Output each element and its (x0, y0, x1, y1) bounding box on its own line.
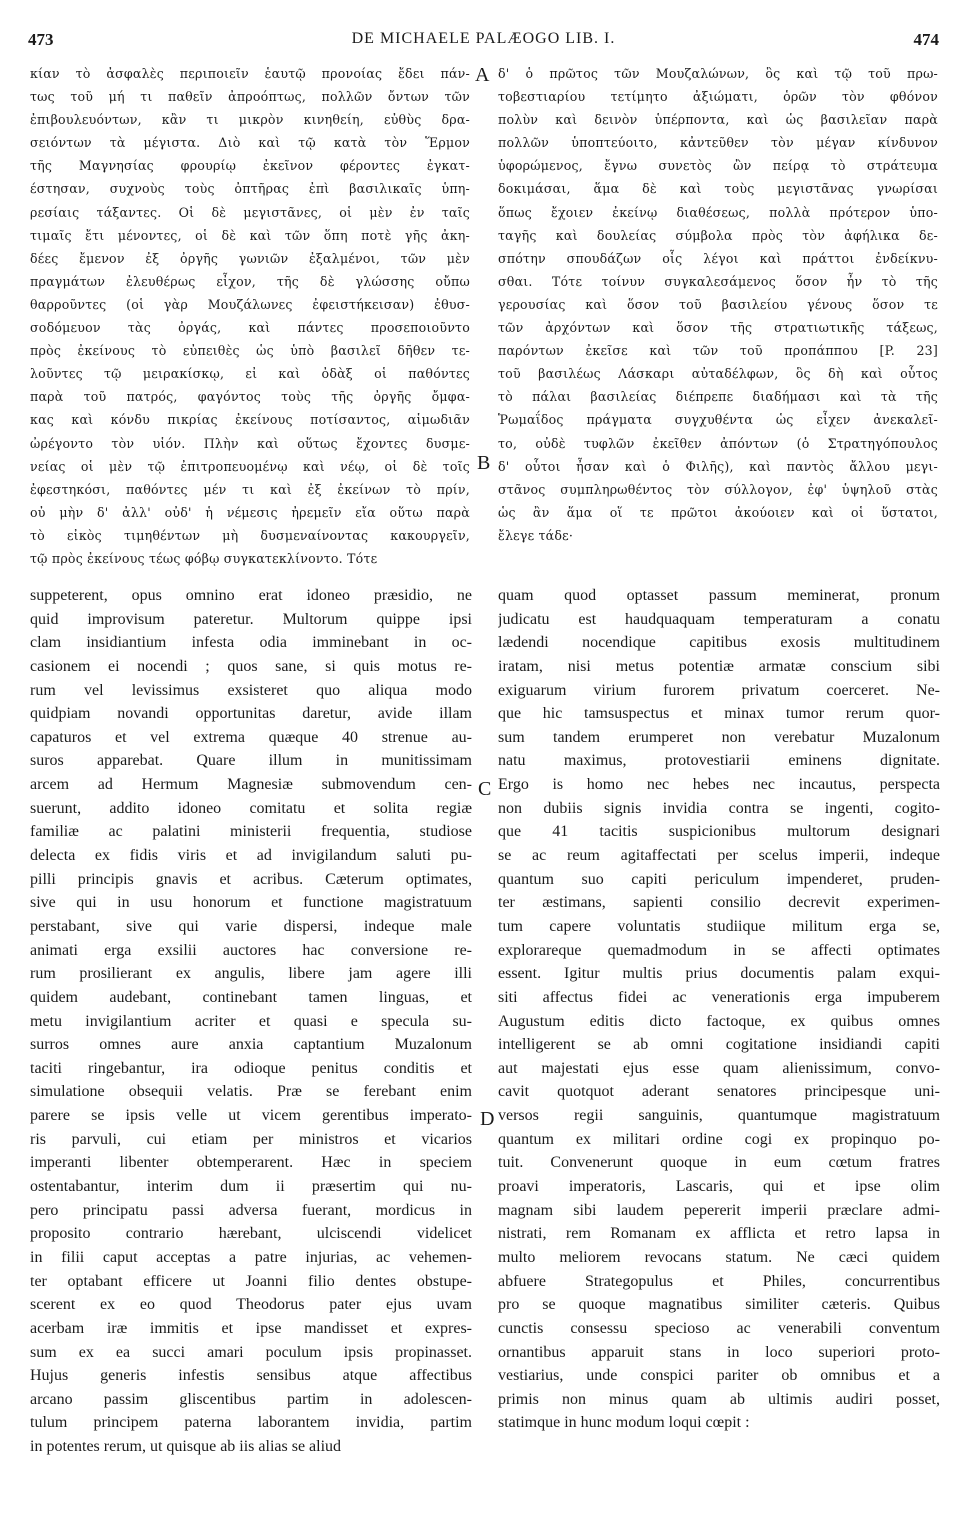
text-line: οὐ μὴν δ' ἀλλ' οὐδ' ἡ νέμεσις ἠρεμεῖν εἴα οὕτω παρὰ (30, 504, 470, 520)
text-line: familiæ ac palatini ministerii frequentia, studiose (30, 823, 472, 841)
text-line: in filii caput acceptas a patre injurias, ac vehemen- (30, 1248, 472, 1266)
text-line: ὡς ἂν ἅμα οἵ τε πρῶτοι ἀκούοιεν καὶ οἱ ὕστατοι, (498, 504, 938, 520)
text-line: que 41 tacitis suspicionibus multorum designari (498, 823, 940, 841)
latin-text-left-column (30, 584, 472, 1459)
margin-marker-b: B (477, 452, 491, 474)
text-line: δ' οὗτοι ἦσαν καὶ ὁ Φιλῆς), καὶ παντὸς ἄλλου μεγι- (498, 458, 938, 474)
text-line: in potentes rerum, ut quisque ab iis alias se aliud (30, 1438, 342, 1456)
text-line: sum ex ea succi amari poculum ipsis propinasset. (30, 1343, 472, 1361)
text-line: imperanti libenter obtemperarent. Hæc in speciem (30, 1154, 472, 1172)
text-line: siti affectus fidei ac venerationis erga impuberem (498, 988, 940, 1006)
text-line: τοβεστιαρίου τετίμητο ἀξιώματι, ὁρῶν τὸν φθόνον (498, 89, 938, 105)
text-line: scerent ex eo quod Theodorus pater ejus uvam (30, 1296, 472, 1314)
text-line: capaturos et vel extrema quæque 40 strenue au- (30, 728, 472, 746)
text-line: tulum principem paterna laborantem invidia, partim (30, 1414, 472, 1432)
text-line: natu maximus, protovestiarii eminens dignitate. (498, 752, 940, 770)
text-line: τῷ πρὸς ἐκείνους τέως φόβῳ συγκατεκλίνοντο. Τότε (30, 550, 378, 566)
text-line: σοδόμευον τὰς ὀργάς, καὶ πάντες προσεποιοῦντο (30, 320, 470, 336)
text-line: quid improvisum pateretur. Multorum quippe ipsi (30, 610, 472, 628)
text-line: quantum suo capiti periculum impenderet, pruden- (498, 870, 940, 888)
text-line: judicatu est haudquaquam temperaturam a conatu (498, 610, 940, 628)
text-line: ter æstimans, sapienti consilio decrevit experimen- (498, 894, 940, 912)
text-line: exiguarum virium furorem privatum coerceret. Ne- (498, 681, 940, 699)
text-line: acerbam iræ immitis et ipse mandisset et expres- (30, 1319, 472, 1337)
text-line: τιμαῖς ἔτι μένοντες, οἱ δὲ καὶ τῶν ὅπη ποτὲ γῆς ἀκη- (30, 227, 470, 243)
text-line: pro se quoque magnatibus similiter cæteris. Quibus (498, 1296, 940, 1314)
text-line: rum prosilierant ex angulis, libere jam agere illi (30, 965, 472, 983)
text-line: sive qui in usu honorum et functione magistratuum (30, 894, 472, 912)
text-line: animati erga exsilii auctores hac conversione re- (30, 941, 472, 959)
text-line: parere se ipsis velle ut vicem gerentibus imperato- (30, 1107, 472, 1125)
text-line: Hujus generis infestis sensibus atque affectibus (30, 1367, 472, 1385)
text-line: clam insidiantium infesta odia imminebant in oc- (30, 634, 472, 652)
text-line: σθαι. Τότε τοίνυν συγκαλεσάμενος ὅσον ἦν τὸ τῆς (498, 273, 938, 289)
text-line: metu invigilantium acriter et quasi e specula su- (30, 1012, 472, 1030)
margin-marker-d: D (480, 1108, 495, 1130)
text-line: intelligerent se ab omni cogitatione insidiandi capiti (498, 1036, 940, 1054)
text-line: statimque in hunc modum loqui cœpit : (498, 1414, 750, 1432)
text-line: taciti ringebantur, ira odioque penitus conditis et (30, 1059, 472, 1077)
text-line: παρόντων ἐκεῖσε καὶ τῶν τοῦ προπάππου [P. 23] (498, 343, 938, 359)
text-line: ter optabant efficere ut Joanni filio dentes obstupe- (30, 1272, 472, 1290)
text-line: τῆς Μαγνησίας φρουρίῳ ἐκεῖνον φέροντες ἐγκατ- (30, 158, 470, 174)
text-line: cunctis consessu specioso ac venerabili conventum (498, 1319, 940, 1337)
text-line: cavit quotquot aderant senatores principesque uni- (498, 1083, 940, 1101)
text-line: Augustum editis dicto factoque, ex quibus omnes (498, 1012, 940, 1030)
text-line: ρεσίαις τάξαντες. Οἱ δὲ μεγιστᾶνες, οἱ μὲν ἐν ταῖς (30, 204, 470, 220)
text-line: πραγμάτων ἐλευθέρως εἶχον, τῆς δὲ γλώσσης οὔπω (30, 273, 470, 289)
text-line: δ' ὁ πρῶτος τῶν Μουζαλώνων, ὃς καὶ τῷ τοῦ πρω- (498, 66, 938, 81)
text-line: τῶν ἀρχόντων καὶ ὅσον τῆς στρατιωτικῆς τάξεως, (498, 320, 938, 336)
text-line: τοῦ βασιλέως Λάσκαρι αὐταδέλφων, ὃς δὴ καὶ οὗτος (498, 366, 938, 382)
text-line: πολλῶν ὑποπτεύοιτο, κἀντεῦθεν τὸν μέγαν κίνδυνον (498, 135, 938, 151)
text-line: simulatione obsequii velatis. Præ se ferebant enim (30, 1083, 472, 1101)
text-line: πολὺν καὶ δεινὸν ὑπέρποντα, καὶ ὡς βασιλεῖαν παρὰ (498, 112, 938, 128)
text-line: sum tandem erumperet non verebatur Muzalonum (498, 728, 940, 746)
text-line: ἐπιβουλευόντων, κἂν τι μικρὸν κινηθείη, εὐθὺς δρα- (30, 112, 470, 128)
text-line: se ac reum agitaffectati per scelus imperii, indeque (498, 847, 940, 865)
text-line: παρὰ τοῦ πατρός, φαγόντος τοὺς τῆς ὀργῆς ὄμφα- (30, 389, 470, 405)
page-number-left: 473 (28, 30, 54, 49)
greek-text-right-column (498, 62, 938, 547)
text-line: νείας οἱ μὲν τῷ ἐπιτροπευομένῳ καὶ νέῳ, οἱ δὲ τοῖς (30, 458, 470, 474)
text-line: rum vel levissimus exsisteret quo aliqua modo (30, 681, 472, 699)
text-line: arcano passim gliscentibus partim in adolescen- (30, 1390, 472, 1408)
margin-marker-c: C (478, 778, 492, 800)
text-line: delecta ex fidis viris et ad invigilandum saluti pu- (30, 847, 472, 865)
text-line: suros apparebat. Quare illum in munitissimam (30, 752, 472, 770)
text-line: ἐφεστηκόσι, παθόντες μέν τι καὶ ἐξ ἐκείνων τὸ πρίν, (30, 481, 470, 497)
text-line: γερουσίας καὶ ὅσον τοῦ βασιλείου γένους ὅσον τε (498, 296, 938, 312)
text-line: quidpiam novandi opportunitas daretur, avide illam (30, 705, 472, 723)
text-line: έστησαν, συχνοὺς τοὺς ὀπτῆρας ἐπὶ βασιλικαῖς ὑπη- (30, 181, 470, 197)
text-line: essent. Igitur multis prius documentis palam exqui- (498, 965, 940, 983)
text-line: ταγῆς καὶ δουλείας σύμβολα πρὸς τὸν ἀφήλικα δε- (498, 227, 938, 243)
text-line: multo meliorem revocans statum. Ne cæci quidem (498, 1248, 940, 1266)
text-line: δοκιμάσαι, ἅμα δὲ καὶ τοὺς μεγιστᾶνας γνωρίσαι (498, 181, 938, 197)
page-number-right: 474 (913, 30, 939, 49)
text-line: σειόντων τὰ μέγιστα. Διὸ καὶ τῷ κατὰ τὸν Ἕρμον (30, 135, 470, 151)
running-title: DE MICHAELE PALÆOGO LIB. I. (351, 30, 616, 47)
text-line: πρὸς ἐκείνους τὸ εὐπειθὲς ὡς ὑπὸ βασιλεῖ δῆθεν τε- (30, 343, 470, 359)
text-line: ὠρέγοντο τὸν υἱόν. Πλὴν καὶ οὕτως ἔχοντες δυσμε- (30, 435, 470, 451)
text-line: λοῦντες τῷ μειρακίσκῳ, εἰ καὶ ὀδὰξ οἱ παθόντες (30, 366, 470, 382)
text-line: pero principatu passi adversa fuerant, mordicus in (30, 1201, 472, 1219)
text-line: τως τοῦ μή τι παθεῖν ἀπροόπτως, πολλῶν ὄντων τῶν (30, 89, 470, 105)
text-line: que hic tamsuspectus et minax tumor rerum quor- (498, 705, 940, 723)
text-line: ornantibus apparuit stans in loco superiori proto- (498, 1343, 940, 1361)
text-line: magnam sibi laudem pepererit imperii præclare admi- (498, 1201, 940, 1219)
text-line: δέες ἔμενον ἐξ ὀργῆς γωνιῶν ἐξαλμένοι, τῶν μὲν (30, 250, 470, 266)
text-line: suerunt, addito idoneo comitatu et solita regiæ (30, 799, 472, 817)
text-line: primis non minus quam ab ultimis audiri posset, (498, 1390, 940, 1408)
text-line: tum capere voluntatis studiique militum erga se, (498, 917, 940, 935)
text-line: σπότην σπουδάζων οἷς λέγοι καὶ πράττοι ἐνδείκνυ- (498, 250, 938, 266)
text-line: suppeterent, opus omnino erat idoneo præsidio, ne (30, 587, 472, 604)
text-line: Ergo is homo nec hebes nec incautus, perspecta (498, 776, 940, 794)
text-line: Ῥωμαΐδος πράγματα συγχυθέντα ὡς εἶχεν ἀνεκαλεῖ- (498, 412, 938, 428)
text-line: ostentabantur, interim dum ii præsertim qui nu- (30, 1178, 472, 1196)
text-line: casionem ei nocendi ; quos sane, si quis motus re- (30, 657, 472, 675)
text-line: arcem ad Hermum Magnesiæ submovendum cen- (30, 776, 472, 794)
text-line: θαρροῦντες (οἱ γὰρ Μουζάλωνες ἐφειστήκεισαν) ἐθυσ- (30, 296, 470, 312)
text-line: στᾶνος συμπληρωθέντος τὸν σύλλογον, ἐφ' ὑψηλοῦ στὰς (498, 481, 938, 497)
text-line: iratam, nisi metus potentiæ armatæ conscium sibi (498, 657, 940, 675)
text-line: surros omnes aure anxia captantium Muzalonum (30, 1036, 472, 1054)
text-line: explorareque quemadmodum in se affecti optimates (498, 941, 940, 959)
text-line: vestiarius, unde conspici pariter ob omnibus et a (498, 1367, 940, 1385)
text-line: proposito contrario hærebant, ulciscendi videlicet (30, 1225, 472, 1243)
text-line: aut majestati ejus esse quam alienissimum, convo- (498, 1059, 940, 1077)
text-line: ἔλεγε τάδε· (498, 527, 574, 543)
text-line: nistrati, rem Romanam ex afflicta et retro lapsa in (498, 1225, 940, 1243)
text-line: κας καὶ κόνδυ πικρίας ἐκείνους ποτίσαντος, αἱμωδιᾶν (30, 412, 470, 428)
text-line: versos regii sanguinis, quantumque magistratuum (498, 1107, 940, 1125)
text-line: quam quod optasset passum meminerat, pronum (498, 587, 940, 604)
text-line: non dubiis signis invidia contra se ingenti, cogito- (498, 799, 940, 817)
text-line: quantum ex militari ordine cogi ex propinquo po- (498, 1130, 940, 1148)
text-line: κίαν τὸ ἀσφαλὲς περιποιεῖν ἑαυτῷ προνοίας ἔδει πάν- (30, 66, 470, 81)
text-line: quidem audebant, continebant tamen linguas, et (30, 988, 472, 1006)
text-line: abfuere Strategopulus et Philes, concurrentibus (498, 1272, 940, 1290)
text-line: το, οὐδὲ τυφλῶν ἐκεῖθεν ἀπόντων (ὁ Στρατηγόπουλος (498, 435, 938, 451)
text-line: pilli principis gnavis et acribus. Cæterum optimates, (30, 870, 472, 888)
text-line: lædendi nocendique capitibus exosis multitudinem (498, 634, 940, 652)
text-line: proavi imperatoris, Lascaris, qui et ipse olim (498, 1178, 940, 1196)
text-line: tuit. Convenerunt quoque in eum cœtum fratres (498, 1154, 940, 1172)
text-line: τὸ πάλαι βασιλείας διέπρεπε διαδήμασι καὶ τὰ τῆς (498, 389, 938, 405)
text-line: perstabant, sive qui varie dispersi, indeque male (30, 917, 472, 935)
latin-text-right-column (498, 584, 940, 1435)
greek-text-left-column (30, 62, 470, 570)
page-header (28, 30, 939, 52)
margin-marker-a: A (475, 64, 490, 86)
text-line: ὑφορώμενος, ἔγνω συνετὸς ὢν πείρᾳ τὸ στράτευμα (498, 158, 938, 174)
text-line: ris parvuli, cui etiam per ministros et vicarios (30, 1130, 472, 1148)
text-line: τὸ εἰκὸς τιμηθέντων μὴ δυσμεναίνοντας κακουργεῖν, (30, 527, 470, 543)
text-line: ὅπως ἔχοιεν ἐκείνῳ διαθέσεως, πολλὰ πρότερον ὑπο- (498, 204, 938, 220)
